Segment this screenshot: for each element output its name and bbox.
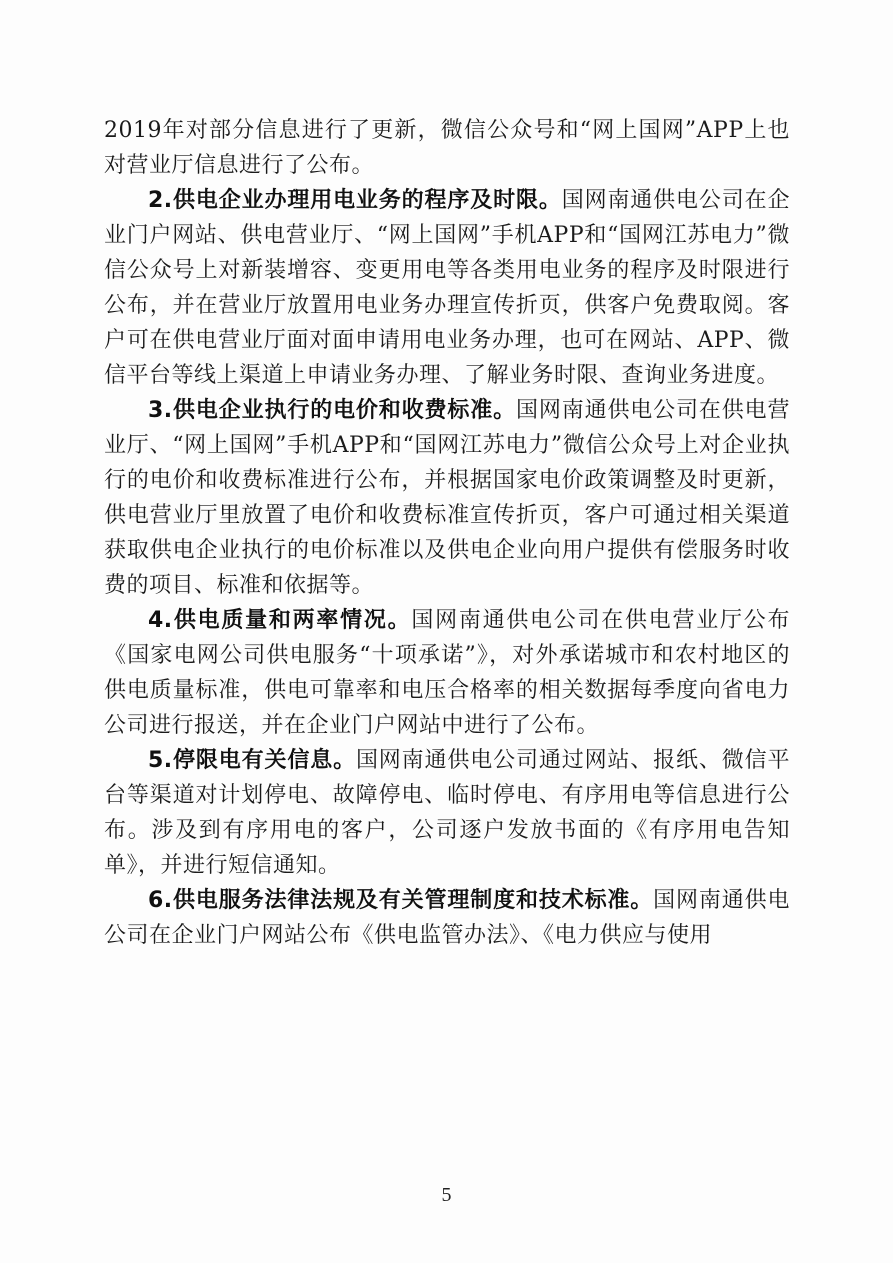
section-heading: 2.供电企业办理用电业务的程序及时限。 — [148, 188, 562, 213]
paragraph-text: 国网南通供电公司在企业门户网站、供电营业厅、“网上国网”手机APP和“国网江苏电力”微信公众号上对新装增容、变更用电等各类用电业务的程序及时限进行公布，并在营业厅放置用电业务办理宣传折页，供客户免费取阅。客户可在供电营业厅面对面申请用电业务办理，也可在网站、APP、微信平台等线上渠道上申请业务办理、了解业务时限、查询业务进度。 — [104, 188, 790, 388]
paragraph-text: 国网南通供电公司在供电营业厅公布《国家电网公司供电服务“十项承诺”》，对外承诺城市和农村地区的供电质量标准，供电可靠率和电压合格率的相关数据每季度向省电力公司进行报送，并在企业门户网站中进行了公布。 — [104, 608, 790, 738]
page-number: 5 — [441, 1184, 452, 1206]
section-heading: 5.停限电有关信息。 — [148, 748, 356, 773]
section-heading: 3.供电企业执行的电价和收费标准。 — [148, 398, 516, 423]
paragraph-continuation — [104, 113, 790, 183]
paragraph-text: 2019年对部分信息进行了更新，微信公众号和“网上国网”APP上也对营业厅信息进行了公布。 — [104, 118, 790, 178]
paragraph-business-procedures — [104, 183, 790, 393]
paragraph-power-outage — [104, 743, 790, 883]
paragraph-text: 国网南通供电公司通过网站、报纸、微信平台等渠道对计划停电、故障停电、临时停电、有序用电等信息进行公布。涉及到有序用电的客户，公司逐户发放书面的《有序用电告知单》，并进行短信通知。 — [104, 748, 790, 878]
paragraph-text: 国网南通供电公司在企业门户网站公布《供电监管办法》、《电力供应与使用 — [104, 888, 790, 948]
paragraph-supply-quality — [104, 603, 790, 743]
document-body — [104, 113, 790, 953]
paragraph-text: 国网南通供电公司在供电营业厅、“网上国网”手机APP和“国网江苏电力”微信公众号上对企业执行的电价和收费标准进行公布，并根据国家电价政策调整及时更新，供电营业厅里放置了电价和收费标准宣传折页，客户可通过相关渠道获取供电企业执行的电价标准以及供电企业向用户提供有偿服务时收费的项目、标准和依据等。 — [104, 398, 790, 598]
paragraph-electricity-prices — [104, 393, 790, 603]
section-heading: 4.供电质量和两率情况。 — [148, 608, 412, 633]
section-heading: 6.供电服务法律法规及有关管理制度和技术标准。 — [148, 888, 654, 913]
paragraph-laws-regulations — [104, 883, 790, 953]
